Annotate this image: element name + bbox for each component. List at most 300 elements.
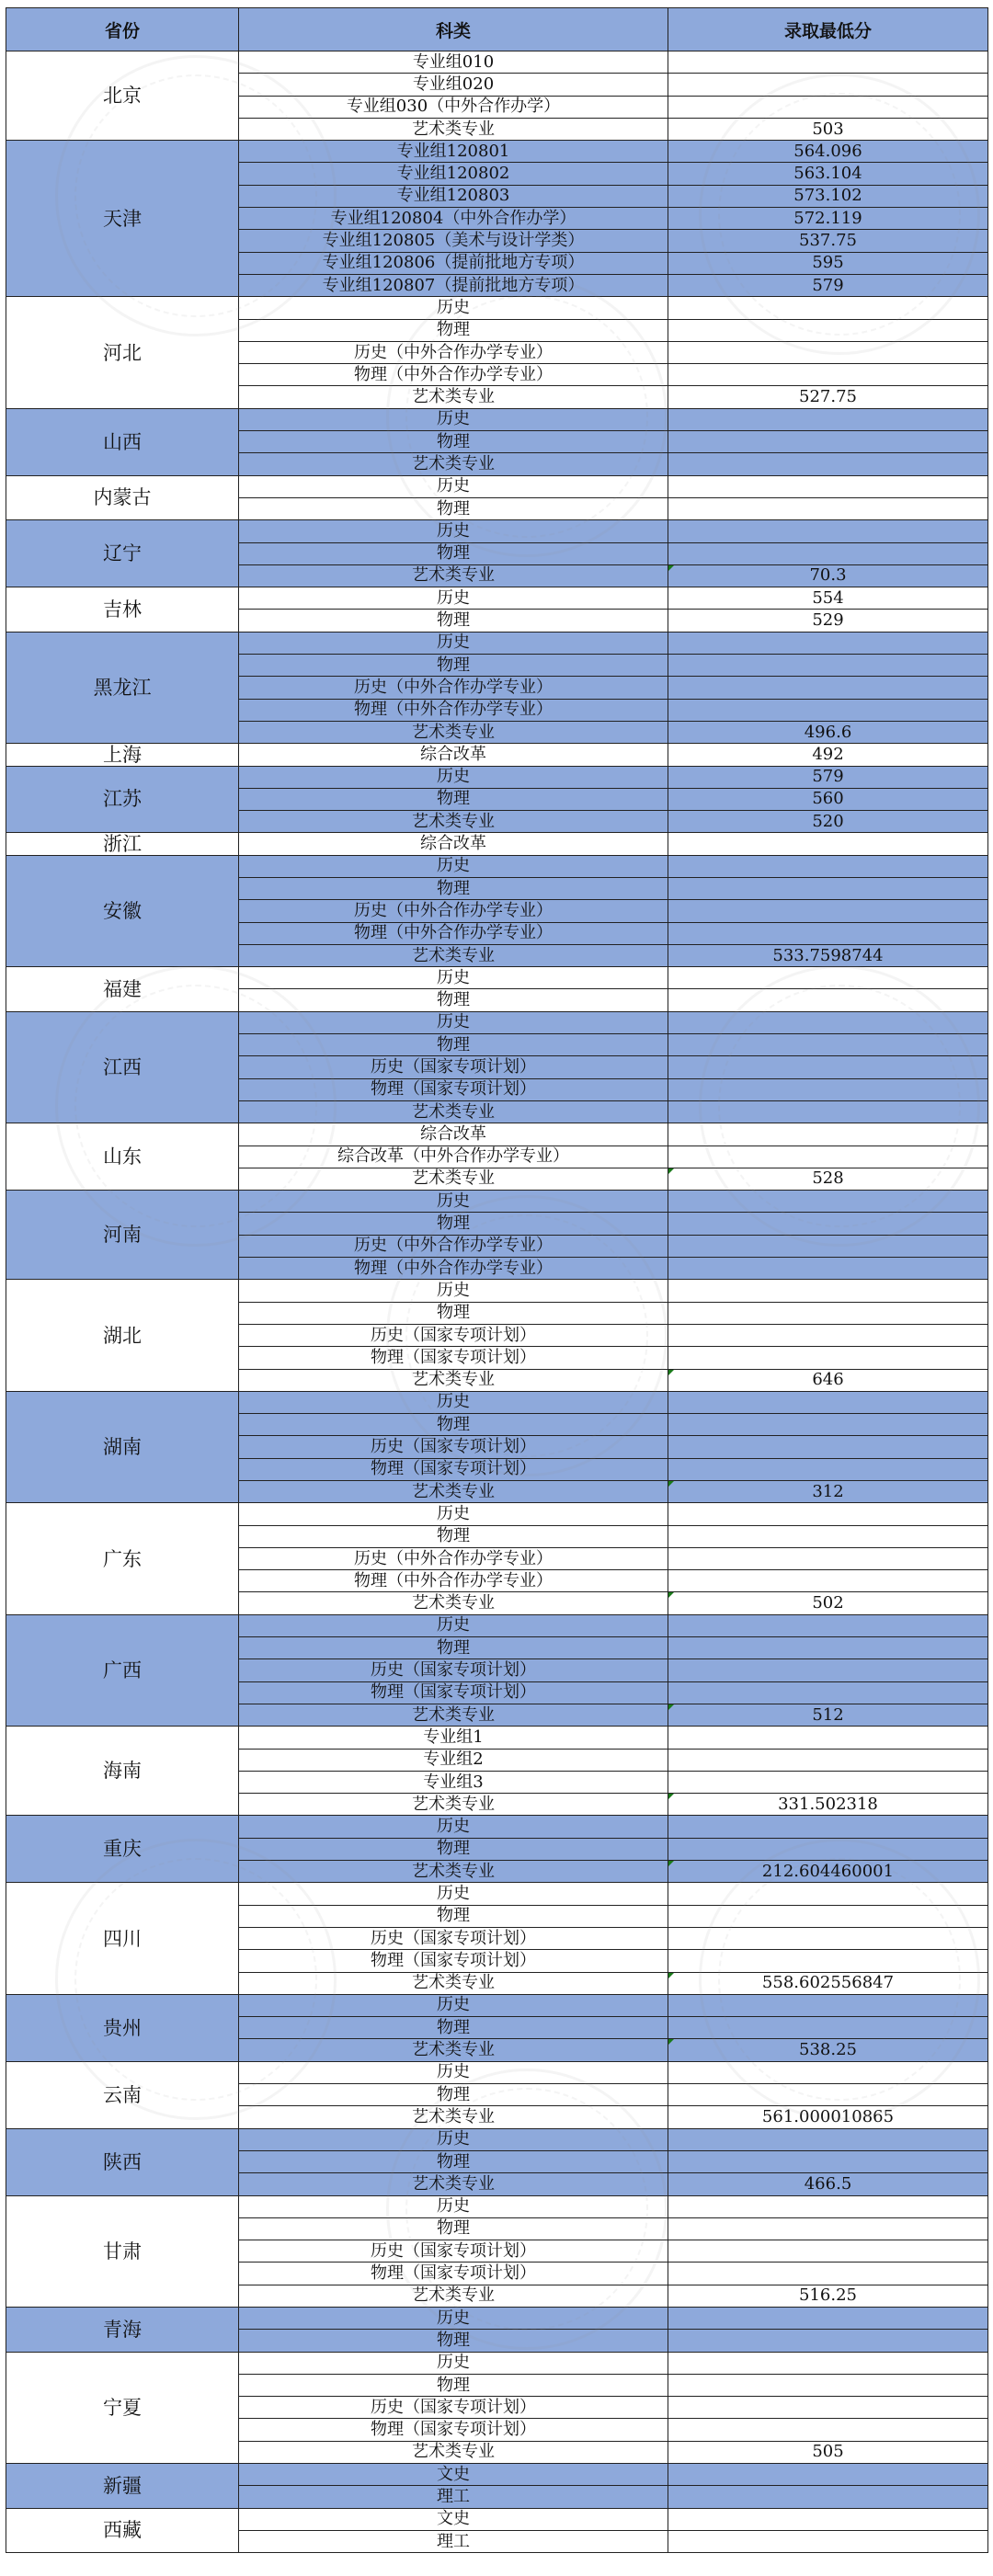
subject-cell: 艺术类专业 <box>239 386 668 408</box>
subject-cell: 专业组120802 <box>239 163 668 185</box>
subject-cell: 历史 <box>239 475 668 497</box>
cell-comment-marker <box>668 1592 674 1598</box>
subject-cell: 历史（国家专项计划） <box>239 2240 668 2263</box>
score-cell <box>668 319 988 341</box>
score-cell <box>668 587 988 610</box>
table-row <box>6 141 988 163</box>
score-cell <box>668 1704 988 1726</box>
score-cell <box>668 1458 988 1480</box>
province-cell: 湖北 <box>6 1280 239 1391</box>
subject-cell: 专业组120801 <box>239 141 668 163</box>
score-cell <box>668 2217 988 2240</box>
subject-cell: 物理 <box>239 497 668 519</box>
subject-cell: 历史 <box>239 1391 668 1413</box>
table-body <box>6 51 988 2553</box>
subject-cell: 历史（国家专项计划） <box>239 1927 668 1949</box>
score-cell <box>668 2374 988 2396</box>
subject-cell: 艺术类专业 <box>239 1481 668 1503</box>
province-cell: 河南 <box>6 1191 239 1280</box>
subject-cell: 艺术类专业 <box>239 1704 668 1726</box>
province-cell: 山东 <box>6 1123 239 1191</box>
score-cell <box>668 1727 988 1749</box>
subject-cell: 历史 <box>239 1816 668 1838</box>
subject-cell: 历史 <box>239 1280 668 1302</box>
subject-cell: 历史（国家专项计划） <box>239 1659 668 1681</box>
score-value: 505 <box>812 2442 844 2462</box>
table-row <box>6 2195 988 2217</box>
table-row <box>6 1816 988 1838</box>
score-cell <box>668 141 988 163</box>
admission-score-table-container <box>6 7 987 2553</box>
subject-cell: 历史（国家专项计划） <box>239 2397 668 2419</box>
subject-cell: 历史 <box>239 967 668 989</box>
subject-cell: 物理 <box>239 1637 668 1659</box>
subject-cell: 历史 <box>239 2352 668 2374</box>
subject-cell: 物理 <box>239 2374 668 2396</box>
score-value: 212.604460001 <box>761 1861 895 1881</box>
subject-cell: 物理 <box>239 655 668 677</box>
subject-cell: 物理 <box>239 1414 668 1436</box>
cell-comment-marker <box>668 1973 674 1978</box>
cell-comment-marker <box>668 1370 674 1375</box>
score-cell <box>668 431 988 453</box>
subject-cell: 文史 <box>239 2464 668 2486</box>
province-cell: 广西 <box>6 1614 239 1726</box>
province-cell: 江苏 <box>6 766 239 833</box>
subject-cell: 艺术类专业 <box>239 811 668 833</box>
subject-cell: 历史 <box>239 2195 668 2217</box>
score-cell <box>668 386 988 408</box>
subject-cell: 物理 <box>239 610 668 632</box>
table-row <box>6 2464 988 2486</box>
score-value: 312 <box>812 1481 844 1501</box>
score-cell <box>668 744 988 766</box>
province-cell: 海南 <box>6 1727 239 1816</box>
subject-cell: 物理 <box>239 1838 668 1860</box>
score-cell <box>668 2330 988 2352</box>
subject-cell: 理工 <box>239 2486 668 2508</box>
score-cell <box>668 408 988 430</box>
table-row <box>6 408 988 430</box>
subject-cell: 专业组2 <box>239 1749 668 1771</box>
cell-comment-marker <box>668 1481 674 1487</box>
subject-cell: 艺术类专业 <box>239 1100 668 1123</box>
score-cell <box>668 1749 988 1771</box>
score-value: 579 <box>812 767 844 787</box>
province-cell: 上海 <box>6 744 239 766</box>
score-cell <box>668 1191 988 1213</box>
score-value: 646 <box>812 1370 844 1390</box>
table-row <box>6 2061 988 2083</box>
table-row <box>6 1123 988 1146</box>
score-cell <box>668 1861 988 1883</box>
score-value: 516.25 <box>799 2285 857 2306</box>
table-row <box>6 520 988 542</box>
score-value: 528 <box>812 1168 844 1189</box>
subject-cell: 艺术类专业 <box>239 453 668 475</box>
score-value: 331.502318 <box>778 1794 878 1814</box>
subject-cell: 历史 <box>239 1191 668 1213</box>
score-cell <box>668 1681 988 1704</box>
province-cell: 安徽 <box>6 855 239 966</box>
subject-cell: 历史 <box>239 1883 668 1905</box>
subject-cell: 专业组120803 <box>239 185 668 207</box>
score-value: 579 <box>812 275 844 295</box>
subject-cell: 历史 <box>239 766 668 788</box>
score-cell <box>668 564 988 587</box>
subject-cell: 物理 <box>239 1302 668 1324</box>
subject-cell: 物理 <box>239 788 668 810</box>
subject-cell: 物理（中外合作办学专业） <box>239 1258 668 1280</box>
score-cell <box>668 2530 988 2552</box>
score-cell <box>668 2397 988 2419</box>
score-cell <box>668 1302 988 1324</box>
subject-cell: 物理 <box>239 989 668 1011</box>
score-cell <box>668 1369 988 1391</box>
score-cell <box>668 1100 988 1123</box>
table-row <box>6 1994 988 2016</box>
subject-cell: 历史 <box>239 587 668 610</box>
score-cell <box>668 274 988 296</box>
score-cell <box>668 341 988 363</box>
score-cell <box>668 364 988 386</box>
table-row <box>6 2128 988 2150</box>
cell-comment-marker <box>668 1704 674 1710</box>
score-cell <box>668 74 988 96</box>
score-cell <box>668 900 988 922</box>
subject-cell: 专业组120807（提前批地方专项） <box>239 274 668 296</box>
province-cell: 云南 <box>6 2061 239 2128</box>
score-cell <box>668 2017 988 2039</box>
score-cell <box>668 1324 988 1346</box>
province-cell: 陕西 <box>6 2128 239 2195</box>
score-cell <box>668 1123 988 1146</box>
score-cell <box>668 1258 988 1280</box>
score-cell <box>668 1771 988 1793</box>
score-value: 466.5 <box>804 2173 852 2194</box>
province-cell: 河北 <box>6 297 239 408</box>
score-cell <box>668 855 988 877</box>
subject-cell: 艺术类专业 <box>239 1592 668 1614</box>
score-value: 502 <box>812 1593 844 1613</box>
province-cell: 北京 <box>6 51 239 141</box>
subject-cell: 物理（中外合作办学专业） <box>239 364 668 386</box>
header-province: 省份 <box>6 8 239 51</box>
score-cell <box>668 1570 988 1592</box>
province-cell: 新疆 <box>6 2464 239 2509</box>
cell-comment-marker <box>668 1794 674 1799</box>
subject-cell: 物理（国家专项计划） <box>239 1681 668 1704</box>
subject-cell: 物理（国家专项计划） <box>239 2419 668 2441</box>
score-cell <box>668 1794 988 1816</box>
table-row <box>6 587 988 610</box>
subject-cell: 物理（中外合作办学专业） <box>239 1570 668 1592</box>
subject-cell: 艺术类专业 <box>239 564 668 587</box>
score-value: 527.75 <box>799 387 857 407</box>
subject-cell: 历史 <box>239 297 668 319</box>
score-value: 538.25 <box>799 2040 857 2060</box>
province-cell: 辽宁 <box>6 520 239 587</box>
score-cell <box>668 1838 988 1860</box>
province-cell: 江西 <box>6 1011 239 1123</box>
subject-cell: 历史 <box>239 2061 668 2083</box>
subject-cell: 艺术类专业 <box>239 1168 668 1190</box>
subject-cell: 专业组010 <box>239 51 668 74</box>
subject-cell: 物理（中外合作办学专业） <box>239 922 668 944</box>
score-cell <box>668 2307 988 2329</box>
header-row <box>6 8 988 51</box>
table-row <box>6 632 988 654</box>
subject-cell: 艺术类专业 <box>239 2039 668 2061</box>
province-cell: 内蒙古 <box>6 475 239 520</box>
score-cell <box>668 1168 988 1190</box>
score-cell <box>668 1011 988 1033</box>
table-row <box>6 51 988 74</box>
subject-cell: 物理 <box>239 877 668 899</box>
table-row <box>6 833 988 855</box>
subject-cell: 艺术类专业 <box>239 1972 668 1994</box>
score-cell <box>668 163 988 185</box>
score-cell <box>668 1547 988 1569</box>
subject-cell: 综合改革 <box>239 744 668 766</box>
subject-cell: 历史（国家专项计划） <box>239 1324 668 1346</box>
province-cell: 重庆 <box>6 1816 239 1883</box>
score-value: 533.7598744 <box>772 945 884 965</box>
subject-cell: 专业组120806（提前批地方专项） <box>239 252 668 274</box>
score-cell <box>668 1659 988 1681</box>
subject-cell: 艺术类专业 <box>239 2173 668 2195</box>
subject-cell: 专业组120804（中外合作办学） <box>239 208 668 230</box>
score-cell <box>668 118 988 140</box>
subject-cell: 历史 <box>239 632 668 654</box>
table-row <box>6 1883 988 1905</box>
subject-cell: 历史 <box>239 520 668 542</box>
score-value: 558.602556847 <box>761 1973 895 1993</box>
table-row <box>6 1614 988 1636</box>
table-row <box>6 1280 988 1302</box>
score-cell <box>668 788 988 810</box>
admission-score-table <box>6 7 988 2553</box>
subject-cell: 物理 <box>239 1213 668 1235</box>
score-cell <box>668 208 988 230</box>
score-value: 573.102 <box>793 186 862 206</box>
subject-cell: 艺术类专业 <box>239 2285 668 2307</box>
subject-cell: 艺术类专业 <box>239 1861 668 1883</box>
subject-cell: 历史（国家专项计划） <box>239 1436 668 1458</box>
province-cell: 广东 <box>6 1503 239 1614</box>
subject-cell: 艺术类专业 <box>239 2106 668 2128</box>
subject-cell: 历史 <box>239 408 668 430</box>
subject-cell: 艺术类专业 <box>239 2441 668 2463</box>
subject-cell: 艺术类专业 <box>239 721 668 743</box>
score-cell <box>668 2285 988 2307</box>
score-cell <box>668 2128 988 2150</box>
score-value: 554 <box>812 587 844 608</box>
score-cell <box>668 453 988 475</box>
subject-cell: 物理 <box>239 2084 668 2106</box>
score-cell <box>668 1927 988 1949</box>
province-cell: 贵州 <box>6 1994 239 2061</box>
table-row <box>6 2307 988 2329</box>
subject-cell: 专业组3 <box>239 1771 668 1793</box>
score-value: 496.6 <box>804 722 852 742</box>
cell-comment-marker <box>668 2039 674 2045</box>
score-cell <box>668 967 988 989</box>
score-cell <box>668 766 988 788</box>
subject-cell: 历史（中外合作办学专业） <box>239 900 668 922</box>
table-row <box>6 744 988 766</box>
subject-cell: 历史 <box>239 855 668 877</box>
subject-cell: 物理 <box>239 1034 668 1056</box>
score-value: 564.096 <box>793 141 862 161</box>
province-cell: 西藏 <box>6 2508 239 2553</box>
table-row <box>6 2508 988 2530</box>
score-cell <box>668 2173 988 2195</box>
score-value: 512 <box>812 1704 844 1725</box>
subject-cell: 历史 <box>239 1994 668 2016</box>
province-cell: 福建 <box>6 967 239 1012</box>
score-cell <box>668 989 988 1011</box>
score-cell <box>668 1950 988 1972</box>
score-cell <box>668 1078 988 1100</box>
subject-cell: 理工 <box>239 2530 668 2552</box>
cell-comment-marker <box>668 565 674 571</box>
score-cell <box>668 2352 988 2374</box>
score-cell <box>668 96 988 118</box>
cell-comment-marker <box>668 1168 674 1174</box>
cell-comment-marker <box>668 1861 674 1866</box>
subject-cell: 历史 <box>239 1614 668 1636</box>
province-cell: 吉林 <box>6 587 239 633</box>
score-cell <box>668 1816 988 1838</box>
subject-cell: 综合改革 <box>239 1123 668 1146</box>
score-cell <box>668 51 988 74</box>
table-row <box>6 1391 988 1413</box>
score-cell <box>668 1280 988 1302</box>
score-cell <box>668 297 988 319</box>
table-row <box>6 766 988 788</box>
subject-cell: 历史（中外合作办学专业） <box>239 341 668 363</box>
score-cell <box>668 520 988 542</box>
subject-cell: 物理 <box>239 431 668 453</box>
score-cell <box>668 655 988 677</box>
subject-cell: 历史（中外合作办学专业） <box>239 677 668 699</box>
score-cell <box>668 185 988 207</box>
score-value: 503 <box>812 119 844 139</box>
score-cell <box>668 2084 988 2106</box>
score-cell <box>668 833 988 855</box>
score-cell <box>668 1525 988 1547</box>
subject-cell: 物理 <box>239 2330 668 2352</box>
subject-cell: 物理（中外合作办学专业） <box>239 699 668 721</box>
province-cell: 甘肃 <box>6 2195 239 2307</box>
score-cell <box>668 475 988 497</box>
score-cell <box>668 2486 988 2508</box>
score-cell <box>668 1146 988 1168</box>
subject-cell: 艺术类专业 <box>239 944 668 966</box>
score-cell <box>668 699 988 721</box>
table-row <box>6 1191 988 1213</box>
score-cell <box>668 2464 988 2486</box>
score-cell <box>668 677 988 699</box>
score-cell <box>668 2106 988 2128</box>
province-cell: 山西 <box>6 408 239 475</box>
subject-cell: 历史（中外合作办学专业） <box>239 1547 668 1569</box>
score-cell <box>668 811 988 833</box>
score-cell <box>668 1972 988 1994</box>
score-cell <box>668 2195 988 2217</box>
subject-cell: 物理 <box>239 1905 668 1927</box>
province-cell: 宁夏 <box>6 2352 239 2463</box>
header-subject: 科类 <box>239 8 668 51</box>
subject-cell: 历史 <box>239 2307 668 2329</box>
score-value: 537.75 <box>799 231 857 251</box>
subject-cell: 专业组120805（美术与设计学类） <box>239 230 668 252</box>
subject-cell: 物理（国家专项计划） <box>239 1950 668 1972</box>
subject-cell: 综合改革 <box>239 833 668 855</box>
table-row <box>6 1503 988 1525</box>
subject-cell: 物理 <box>239 2017 668 2039</box>
province-cell: 天津 <box>6 141 239 297</box>
subject-cell: 综合改革（中外合作办学专业） <box>239 1146 668 1168</box>
score-value: 572.119 <box>793 208 862 228</box>
table-row <box>6 297 988 319</box>
subject-cell: 物理 <box>239 319 668 341</box>
score-cell <box>668 1994 988 2016</box>
score-cell <box>668 252 988 274</box>
table-row <box>6 967 988 989</box>
subject-cell: 物理 <box>239 542 668 564</box>
subject-cell: 专业组030（中外合作办学） <box>239 96 668 118</box>
subject-cell: 物理（国家专项计划） <box>239 1078 668 1100</box>
score-cell <box>668 497 988 519</box>
score-cell <box>668 2150 988 2172</box>
subject-cell: 艺术类专业 <box>239 1369 668 1391</box>
score-cell <box>668 1414 988 1436</box>
score-cell <box>668 610 988 632</box>
score-cell <box>668 1235 988 1257</box>
province-cell: 浙江 <box>6 833 239 855</box>
subject-cell: 文史 <box>239 2508 668 2530</box>
score-cell <box>668 944 988 966</box>
score-cell <box>668 1905 988 1927</box>
score-cell <box>668 1034 988 1056</box>
score-cell <box>668 2039 988 2061</box>
score-value: 492 <box>812 744 844 764</box>
table-row <box>6 2352 988 2374</box>
score-cell <box>668 1213 988 1235</box>
score-value: 529 <box>812 610 844 631</box>
score-cell <box>668 2508 988 2530</box>
subject-cell: 物理 <box>239 2150 668 2172</box>
subject-cell: 历史 <box>239 1011 668 1033</box>
score-cell <box>668 1391 988 1413</box>
score-cell <box>668 877 988 899</box>
score-cell <box>668 1614 988 1636</box>
score-value: 563.104 <box>793 164 862 184</box>
score-cell <box>668 632 988 654</box>
subject-cell: 艺术类专业 <box>239 118 668 140</box>
score-cell <box>668 2263 988 2285</box>
score-cell <box>668 1637 988 1659</box>
subject-cell: 物理 <box>239 2217 668 2240</box>
score-cell <box>668 1436 988 1458</box>
table-row <box>6 475 988 497</box>
score-cell <box>668 1503 988 1525</box>
province-cell: 四川 <box>6 1883 239 1994</box>
score-value: 595 <box>812 253 844 273</box>
subject-cell: 历史（中外合作办学专业） <box>239 1235 668 1257</box>
